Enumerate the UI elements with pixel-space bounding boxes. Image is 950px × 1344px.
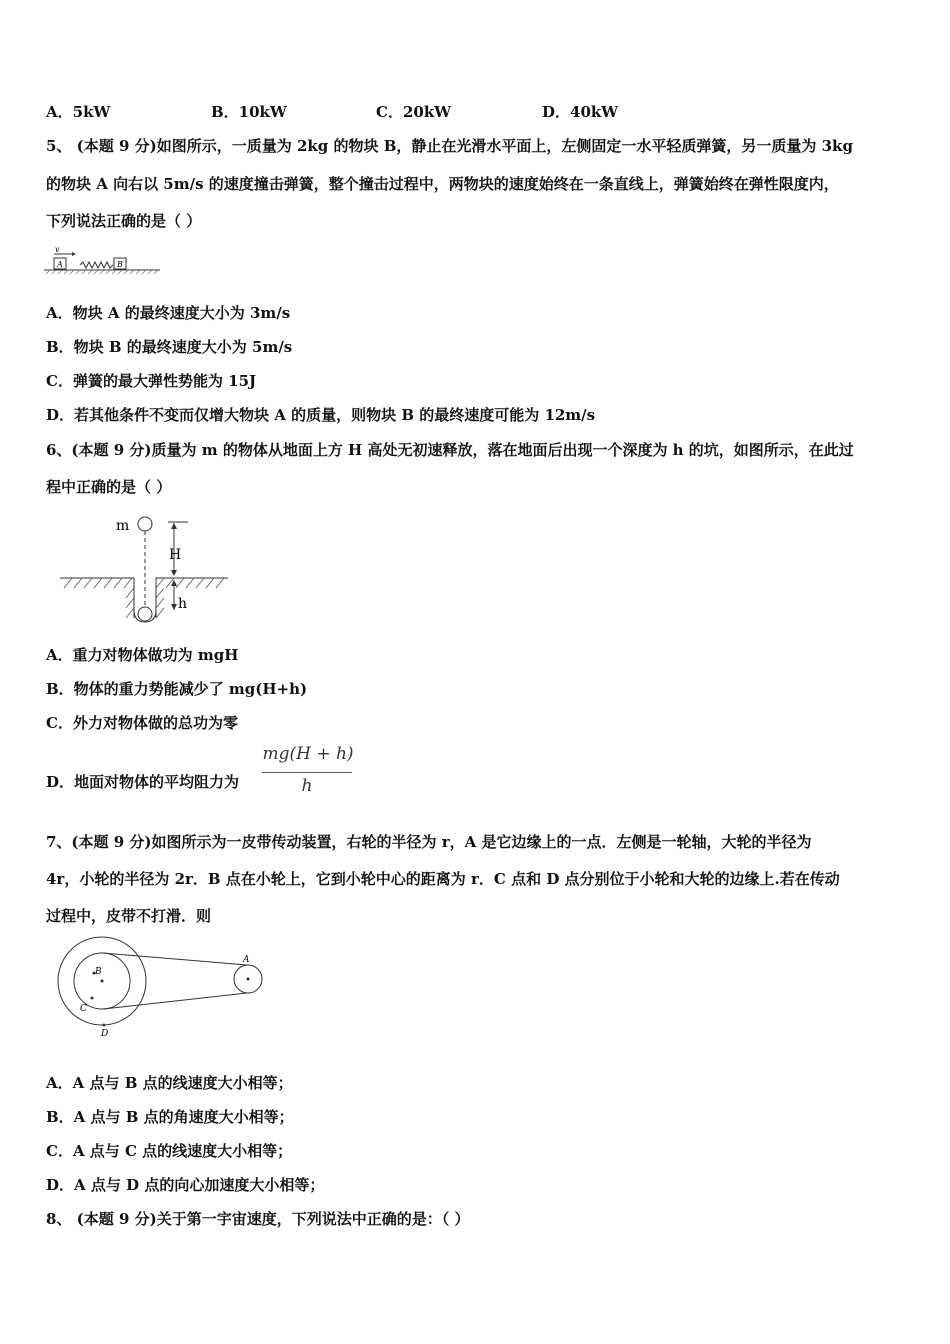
q6-ball-top — [138, 517, 152, 531]
q5-figure — [44, 243, 164, 279]
q5-stem-line1: 5、 (本题 9 分)如图所示，一质量为 2kg 的物块 B，静止在光滑水平面上，左侧固定一水平轻质弹簧，另一质量为 3kg — [46, 137, 853, 155]
q6-option-d-fraction — [262, 744, 354, 796]
q5-option-b: B．物块 B 的最终速度大小为 5m/s — [46, 338, 293, 356]
q6-option-a: A．重力对物体做功为 mgH — [46, 646, 239, 664]
q4-option-d: D．40kW — [542, 103, 619, 121]
fraction-bar — [262, 772, 352, 773]
q6-H-label: H — [169, 547, 182, 563]
q5-option-a: A．物块 A 的最终速度大小为 3m/s — [46, 304, 291, 322]
q4-option-b: B．10kW — [211, 103, 287, 121]
q6-H-arrow-down — [171, 570, 177, 576]
q6-H-arrow-up — [171, 523, 177, 529]
q7-point-c — [91, 997, 94, 1000]
q5-velocity-label: v — [55, 245, 60, 254]
q6-stem-line1: 6、(本题 9 分)质量为 m 的物体从地面上方 H 高处无初速释放，落在地面后出现一个深度为 h 的坑，如图所示，在此过 — [46, 441, 854, 459]
q7-option-d: D．A 点与 D 点的向心加速度大小相等； — [46, 1176, 325, 1194]
q6-ground-hatching — [64, 578, 224, 618]
q7-option-b: B．A 点与 B 点的角速度大小相等； — [46, 1108, 294, 1126]
q5-block-a-label: A — [57, 260, 63, 269]
q6-option-d: D．地面对物体的平均阻力为 — [46, 773, 240, 791]
q7-point-a-label: A — [243, 955, 250, 965]
q7-point-c-label: C — [80, 1004, 87, 1014]
q5-stem-line2: 的物块 A 向右以 5m/s 的速度撞击弹簧，整个撞击过程中，两物块的速度始终在一条直线上，弹簧始终在弹性限度内， — [46, 175, 839, 193]
q7-belt-top — [103, 953, 247, 965]
q5-arrowhead — [72, 252, 76, 256]
fraction-numerator: mg(H + h) — [262, 744, 354, 764]
q5-stem-line3: 下列说法正确的是（ ） — [46, 212, 202, 230]
q7-point-b-label: B — [95, 967, 102, 977]
fraction-denominator: h — [301, 776, 313, 796]
q7-stem-line3: 过程中，皮带不打滑．则 — [46, 907, 212, 925]
q7-point-d-label: D — [101, 1029, 109, 1039]
q6-option-c: C．外力对物体做的总功为零 — [46, 714, 238, 732]
q4-options — [46, 102, 746, 122]
q7-option-c: C．A 点与 C 点的线速度大小相等； — [46, 1142, 293, 1160]
q6-h-arrow-down — [171, 604, 177, 610]
q6-ground-right — [156, 578, 228, 618]
q6-stem-line2: 程中正确的是（ ） — [46, 478, 172, 496]
q6-h-label: h — [178, 596, 188, 612]
q6-pit-bottom — [134, 610, 156, 622]
q4-option-a: A．5kW — [46, 103, 111, 121]
q7-belt-bottom — [103, 993, 247, 1009]
q6-option-b: B．物体的重力势能减少了 mg(H+h) — [46, 680, 308, 698]
q6-figure — [56, 510, 236, 628]
q4-option-c: C．20kW — [376, 103, 452, 121]
q7-stem-line2: 4r，小轮的半径为 2r．B 点在小轮上，它到小轮中心的距离为 r．C 点和 D 点分别位于小轮和大轮的边缘上.若在传动 — [46, 870, 840, 888]
q5-option-c: C．弹簧的最大弹性势能为 15J — [46, 372, 257, 390]
q8-stem: 8、 (本题 9 分)关于第一宇宙速度，下列说法中正确的是：（ ） — [46, 1210, 470, 1228]
q6-ball-bottom — [138, 607, 152, 621]
q5-option-d: D．若其他条件不变而仅增大物块 A 的质量，则物块 B 的最终速度可能为 12m/s — [46, 406, 596, 424]
q6-mass-label: m — [116, 518, 130, 534]
q5-ground-hatching — [46, 270, 158, 274]
q7-wheel-center — [101, 980, 104, 983]
q7-stem-line1: 7、(本题 9 分)如图所示为一皮带传动装置，右轮的半径为 r，A 是它边缘上的一点．左侧是一轮轴，大轮的半径为 — [46, 833, 812, 851]
q7-point-d — [103, 1024, 106, 1027]
q5-block-b-label: B — [117, 260, 123, 269]
q5-spring — [80, 262, 113, 268]
q7-option-a: A．A 点与 B 点的线速度大小相等； — [46, 1074, 293, 1092]
q7-right-center — [247, 978, 250, 981]
q7-figure — [50, 938, 270, 1038]
